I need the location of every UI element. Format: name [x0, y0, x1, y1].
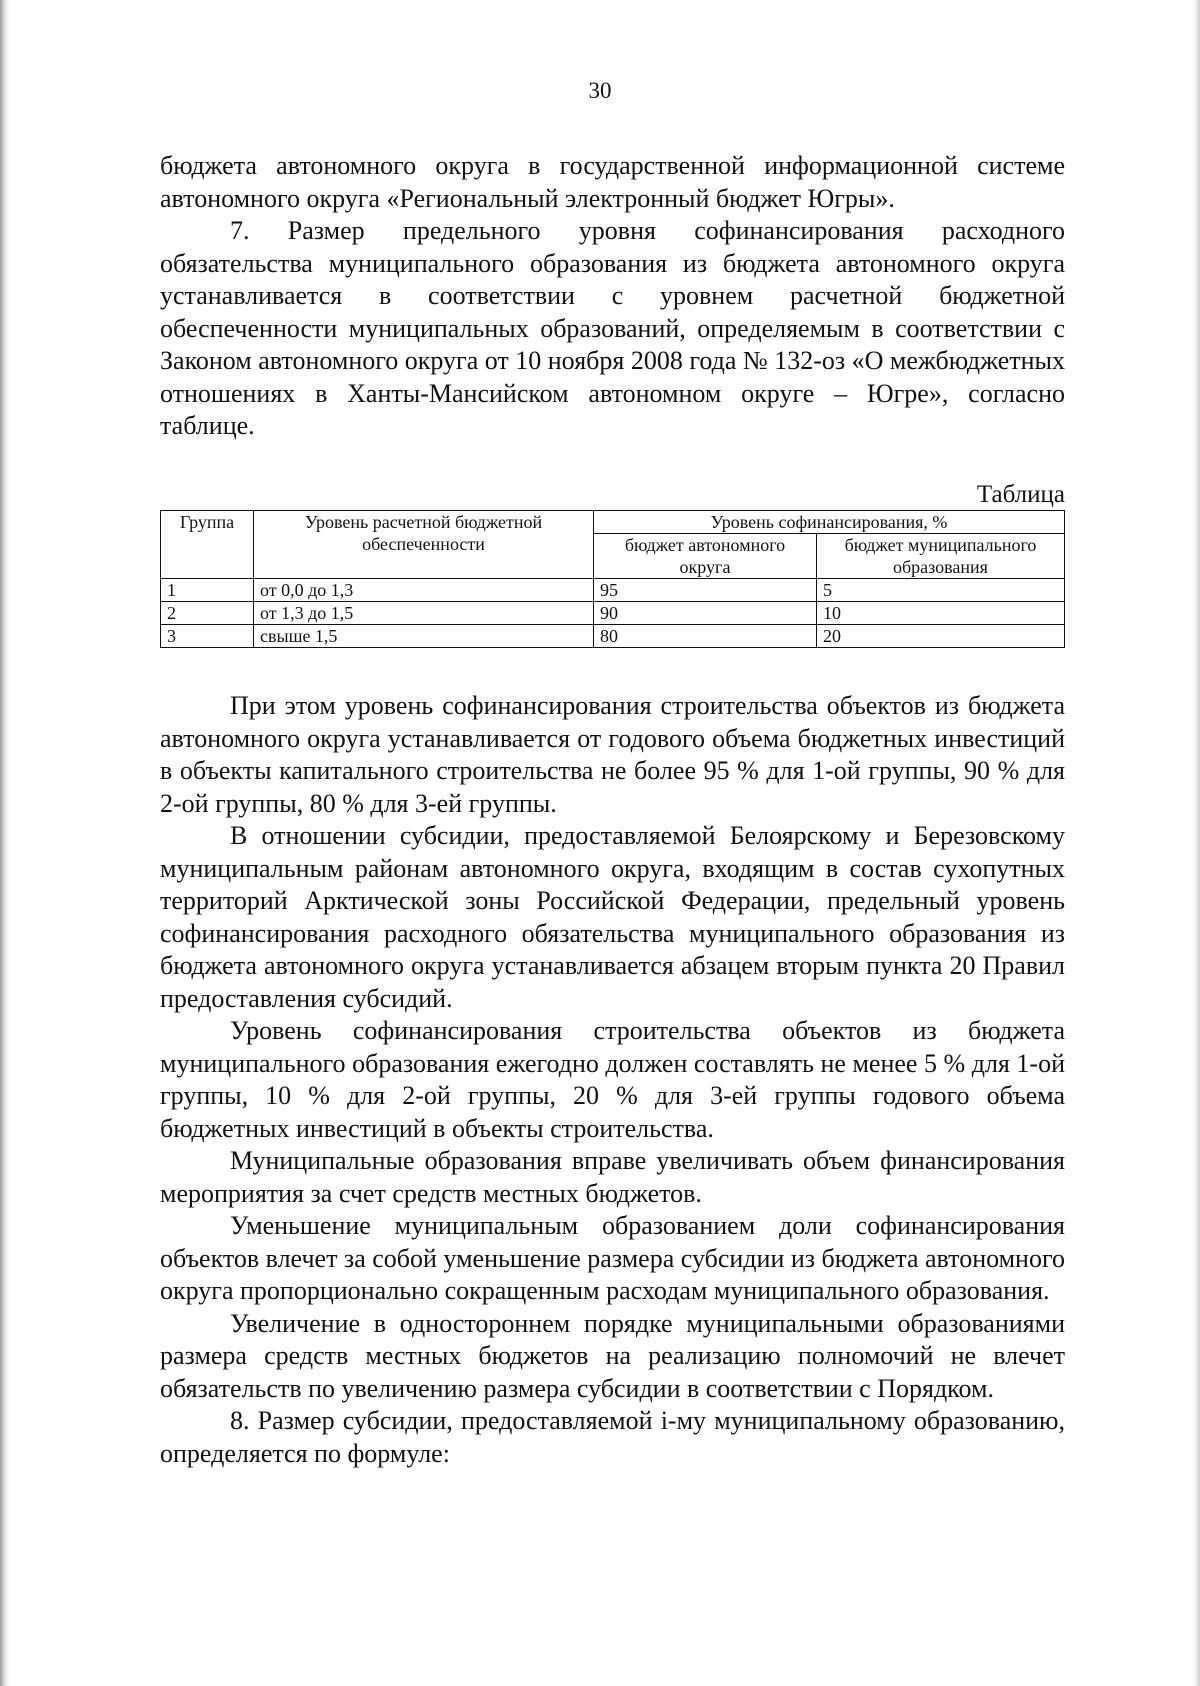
body-text — [160, 690, 1065, 1470]
header-auto-budget: бюджет автономного округа — [594, 534, 817, 579]
intro-text — [160, 150, 1065, 443]
paragraph: бюджета автономного округа в государственной информационной системе автономного округа «Региональный электронный бюджет Югры». — [160, 151, 1065, 213]
cell-municipal: 5 — [817, 579, 1065, 602]
paragraph: Муниципальные образования вправе увеличивать объем финансирования мероприятия за счет средств местных бюджетов. — [160, 1146, 1065, 1208]
cofinancing-table — [160, 510, 1065, 648]
paragraph: Уменьшение муниципальным образованием доли софинансирования объектов влечет за собой уменьшение размера субсидии из бюджета автономного округа пропорционально сокращенным расходам муниципального образования. — [160, 1211, 1065, 1305]
cell-municipal: 20 — [817, 625, 1065, 648]
cell-auto: 80 — [594, 625, 817, 648]
paragraph: В отношении субсидии, предоставляемой Белоярскому и Березовскому муниципальным районам автономного округа, входящим в состав сухопутных территорий Арктической зоны Российской Федерации, предельный уровень софинансирования расходного обязательства муниципального образования из бюджета автономного округа устанавливается абзацем вторым пункта 20 Правил предоставления субсидий. — [160, 821, 1065, 1013]
scan-edge-right — [1192, 0, 1200, 1686]
scan-edge-left — [0, 0, 10, 1686]
cell-group: 2 — [161, 602, 254, 625]
paragraph: Уровень софинансирования строительства объектов из бюджета муниципального образования ежегодно должен составлять не менее 5 % для 1-ой группы, 10 % для 2-ой группы, 20 % для 3-ей группы годового объема бюджетных инвестиций в объекты строительства. — [160, 1016, 1065, 1143]
header-municipal-budget: бюджет муниципального образования — [817, 534, 1065, 579]
table-row — [161, 602, 1065, 625]
paragraph: 7. Размер предельного уровня софинансирования расходного обязательства муниципального образования из бюджета автономного округа устанавливается в соответствии с уровнем расчетной бюджетной обеспеченности муниципальных образований, определяемым в соответствии с Законом автономного округа от 10 ноября 2008 года № 132-оз «О межбюджетных отношениях в Ханты-Мансийском автономном округе – Югре», согласно таблице. — [160, 216, 1065, 440]
header-group: Группа — [161, 511, 254, 579]
header-level: Уровень расчетной бюджетной обеспеченности — [254, 511, 594, 579]
table-caption: Таблица — [976, 481, 1065, 508]
cell-group: 3 — [161, 625, 254, 648]
table-row — [161, 625, 1065, 648]
page-number: 30 — [588, 78, 612, 103]
cell-auto: 95 — [594, 579, 817, 602]
paragraph: 8. Размер субсидии, предоставляемой i-му муниципальному образованию, определяется по формуле: — [160, 1406, 1065, 1468]
cell-level: от 0,0 до 1,3 — [254, 579, 594, 602]
cell-level: от 1,3 до 1,5 — [254, 602, 594, 625]
cell-auto: 90 — [594, 602, 817, 625]
paragraph: Увеличение в одностороннем порядке муниципальными образованиями размера средств местных бюджетов на реализацию полномочий не влечет обязательств по увеличению размера субсидии в соответствии с Порядком. — [160, 1308, 1065, 1403]
paragraph: При этом уровень софинансирования строительства объектов из бюджета автономного округа устанавливается от годового объема бюджетных инвестиций в объекты капитального строительства не более 95 % для 1-ой группы, 90 % для 2-ой группы, 80 % для 3-ей группы. — [160, 691, 1065, 818]
cell-group: 1 — [161, 579, 254, 602]
header-cofinancing: Уровень софинансирования, % — [594, 511, 1065, 534]
table-row — [161, 579, 1065, 602]
cell-municipal: 10 — [817, 602, 1065, 625]
cell-level: свыше 1,5 — [254, 625, 594, 648]
